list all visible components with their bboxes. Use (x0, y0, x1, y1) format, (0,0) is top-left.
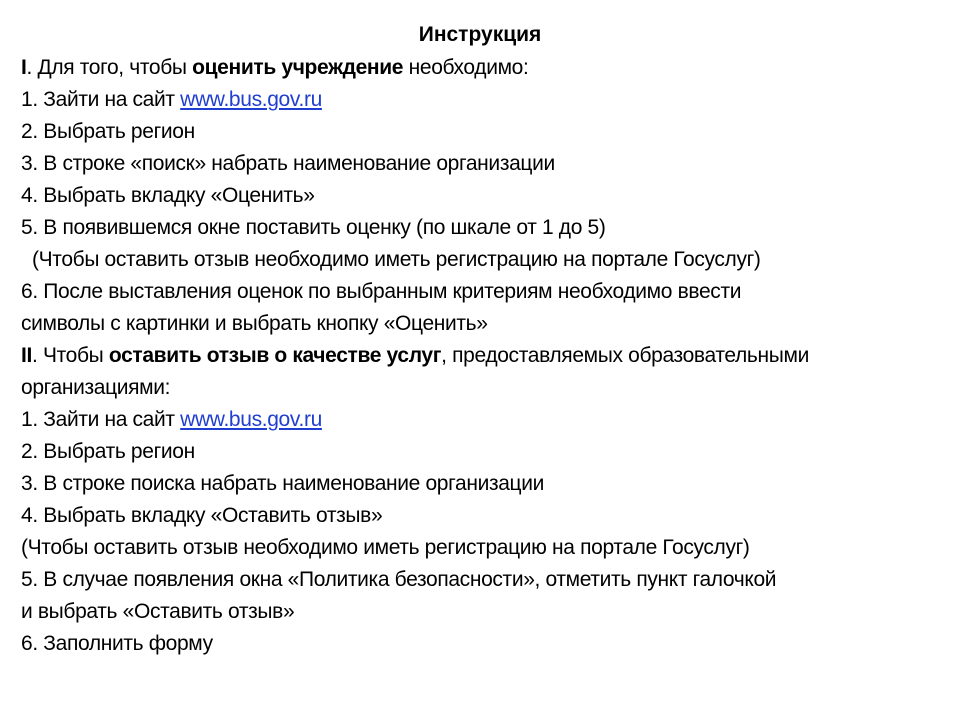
section1-step6-line2: символы с картинки и выбрать кнопку «Оценить» (21, 312, 488, 335)
page-title: Инструкция (418, 23, 542, 46)
section1-step6-line1: 6. После выставления оценок по выбранным критериям необходимо ввести (21, 280, 742, 303)
section1-step4: 4. Выбрать вкладку «Оценить» (21, 184, 315, 207)
section2-step5-line1: 5. В случае появления окна «Политика безопасности», отметить пункт галочкой (21, 568, 777, 591)
section1-intro-a: . Для того, чтобы (26, 56, 193, 79)
section2-roman: II (21, 344, 32, 367)
section2-step6: 6. Заполнить форму (21, 632, 213, 655)
section2-intro (21, 340, 951, 372)
section1-step2: 2. Выбрать регион (21, 120, 195, 143)
section2-step4: 4. Выбрать вкладку «Оставить отзыв» (21, 504, 383, 527)
section1-intro-b: необходимо: (403, 56, 529, 79)
section1-intro-bold: оценить учреждение (192, 56, 404, 79)
section2-step1-text: 1. Зайти на сайт (21, 408, 181, 431)
section1-step5: 5. В появившемся окне поставить оценку (по шкале от 1 до 5) (21, 216, 606, 239)
section2-step3: 3. В строке поиска набрать наименование организации (21, 472, 544, 495)
section1-site-link[interactable]: www.bus.gov.ru (180, 88, 322, 111)
section1-step1 (21, 84, 951, 116)
section1-step3: 3. В строке «поиск» набрать наименование организации (21, 152, 555, 175)
section2-intro-line2: организациями: (21, 376, 171, 399)
section2-site-link[interactable]: www.bus.gov.ru (180, 408, 322, 431)
section2-step5-line2: и выбрать «Оставить отзыв» (21, 600, 295, 623)
section1-note: (Чтобы оставить отзыв необходимо иметь регистрацию на портале Госуслуг) (32, 248, 761, 271)
section1-step1-text: 1. Зайти на сайт (21, 88, 181, 111)
section1-roman: I (21, 56, 27, 79)
section2-step2: 2. Выбрать регион (21, 440, 195, 463)
instruction-body (21, 52, 951, 660)
section2-note: (Чтобы оставить отзыв необходимо иметь регистрацию на портале Госуслуг) (21, 536, 750, 559)
section2-intro-a: . Чтобы (31, 344, 109, 367)
section1-intro (21, 52, 951, 84)
section2-intro-b: , предоставляемых образовательными (441, 344, 809, 367)
section2-intro-bold: оставить отзыв о качестве услуг (108, 344, 442, 367)
section2-step1 (21, 404, 951, 436)
